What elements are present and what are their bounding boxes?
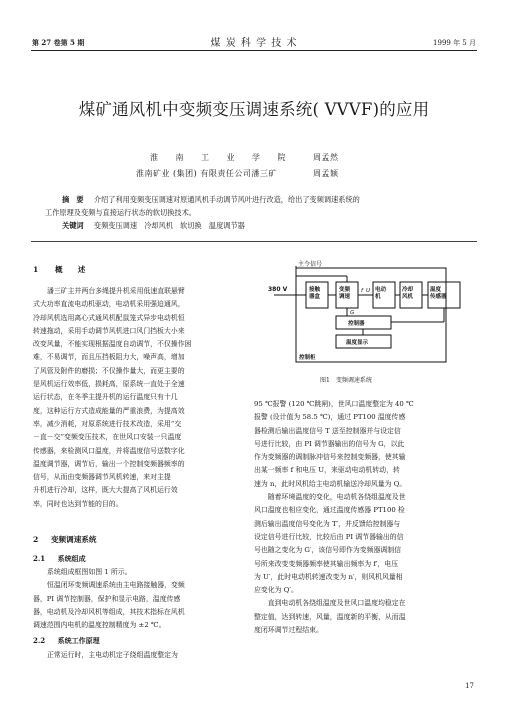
controller-label: 控制器 <box>348 321 365 327</box>
motor-label: 电动机 <box>375 287 387 300</box>
page-number: 17 <box>465 682 474 690</box>
author-2: 周孟颖 <box>313 169 339 178</box>
contactor-label: 接触器盒 <box>309 287 321 300</box>
g-label: G <box>350 310 355 316</box>
paper-title: 煤矿通风机中变频变压调速系统( VVVF)的应用 <box>78 100 430 119</box>
journal-date: 1999 年 5 月 <box>433 39 476 47</box>
journal-issue: 第 27 卷第 5 期 <box>32 38 85 47</box>
section-2-title: 变频调速系统 <box>50 535 97 544</box>
abstract-text-2: 工作原理及变频与直接运行状态的软切换技术。 <box>45 208 196 217</box>
sensor-label: 温度传感器 <box>430 287 447 300</box>
abstract-rule <box>31 241 477 242</box>
control-cabinet-label: 控制柜 <box>299 355 316 361</box>
figure-1-block-diagram <box>268 258 478 378</box>
section-2-2-number: 2.2 <box>33 636 46 645</box>
author-1: 周孟然 <box>313 153 339 162</box>
fan-label: 冷却风机 <box>402 287 414 300</box>
u-label: U <box>366 288 371 294</box>
section-1-body: 潘三矿主井两台多绳提升机采用低速直联悬臂 式大功率直流电动机驱动，电动机采用强迫通风， 冷却风机选用离心式通风机配鼠笼式异步电动机恒 转速拖动，采用手动调节风机进口风门挡板大小来 改变风量，不能实现根据温度自动调节，不仅操作困 难，不易调节，而且压挡板阻力大，噪声高，增加 了风管及附件的磨损；不仅操作量大，而更主要的 是风机运行效率低，损耗高，原系统一直处于全速 运行状态，在冬季主提升机的运行温度只有十几 度，这种运行方式造成能量的严重浪费，为提高效 率，减少消耗，对原系统进行技术改造，采用“交 －直－交”变频变压技术，在世风口安装一只温度 传感器，来检测风口温度，并将温度信号送数字化 温度调节器，调节后，输出一个控制变频器频率的 信号，从而由变频器调节风机转速，来对主提 升机进行冷却，这样，既大大提高了风机运行效 率，同时也达到节能的目的。 <box>33 287 192 508</box>
affiliation-1: 淮 南 工 业 学 院 <box>150 153 286 162</box>
section-2-1-number: 2.1 <box>33 554 46 563</box>
inverter-label: 变频调速 <box>339 287 351 300</box>
section-2-1-body: 系统组成框图如图 1 所示。 恒温闭环变频调速系统由主电路接触器，变频 器，PI 调节控制器，保护和显示电路，温度传感 器，电动机及冷却风机等组成，其技术指标在风机 调速范围内电机的温度控制精度为 ±2 ℃。 <box>33 568 185 630</box>
section-2-2-body: 正常运行时，主电动机定子绕组温度整定为 <box>47 651 178 659</box>
section-1-title: 概 述 <box>54 265 86 274</box>
keywords: 变频变压调速 冷却风机 软切换 温度调节器 <box>93 221 245 230</box>
header-rule <box>31 50 477 51</box>
section-2-1-title: 系统组成 <box>57 554 86 563</box>
section-2-2-body-continued: 95 ℃报警 (120 ℃跳闸)，世风口温度整定为 40 ℃ 报警 (设计值为 58.5 ℃)，通过 PT100 温度传感 器检测后输出温度信号 T 送至控制器并与设定信 号进行比较，由 PI 调节器输出的信号为 G，以此 作为变频器的调制脉冲信号来控制变频器，使其输 出某一频率 f 和电压 U，来驱动电动机转动，转 速为 n，此时风机给主电动机输送冷却风量为 Q。 随着环境温度的变化，电动机各绕组温度及世 风口温度也相应变化，通过温度传感器 PT100 检 测后输出温度信号变化为 T′，并反馈给控制器与 设定信号进行比较，比较后由 PI 调节器输出的信 号也随之变化为 G′，该信号即作为变频器调制信 号所来改变变频器频率使其输出频率为 f′，电压 为 U′，此时电动机转速改变为 n′，则风机风量相 应变化为 Q′。 直到电动机各绕组温度及世风口温度均稳定在 整定值，达到转速，风量，温度新的平衡，从而温 度闭环调节过程结束。 <box>254 400 414 635</box>
section-2-2-title: 系统工作原理 <box>57 636 100 645</box>
keywords-label: 关键词 <box>62 221 84 230</box>
figure-1-caption: 图1 变频调速系统 <box>320 377 372 384</box>
f-label: f <box>361 288 363 294</box>
affiliation-2: 淮南矿业 (集团) 有限责任公司潘三矿 <box>136 169 277 178</box>
journal-name: 煤 炭 科 学 技 术 <box>210 38 298 49</box>
main-signal-label: 主令信号 <box>298 261 323 268</box>
abstract-label: 摘 要 <box>62 195 84 204</box>
section-1-number: 1 <box>33 265 39 274</box>
section-2-number: 2 <box>33 535 39 544</box>
abstract-text-1: 介绍了利用变频变压调速对原通风机手动调节风叶进行改造，给出了变频调速系统的 <box>93 195 360 204</box>
voltage-label: 380 V <box>268 286 288 293</box>
display-label: 温度显示 <box>346 340 369 346</box>
